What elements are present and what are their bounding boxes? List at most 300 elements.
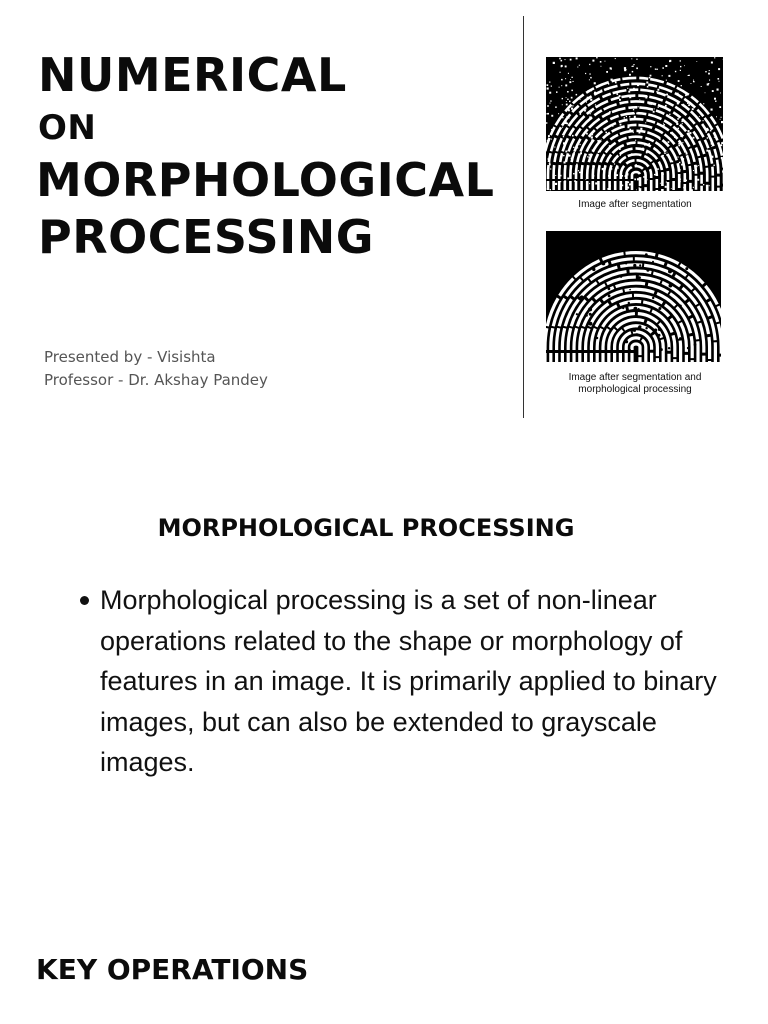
noise-speck — [637, 84, 639, 86]
noise-speck — [682, 146, 683, 147]
pore-spot — [658, 307, 661, 310]
noise-speck — [594, 92, 596, 94]
noise-speck — [707, 137, 708, 138]
noise-speck — [573, 81, 574, 82]
noise-speck — [551, 115, 553, 117]
noise-speck — [674, 100, 675, 101]
noise-speck — [722, 171, 723, 173]
noise-speck — [565, 151, 567, 153]
pore-spot — [625, 340, 628, 343]
noise-speck — [718, 172, 719, 173]
noise-speck — [592, 150, 593, 151]
fingerprint-processed-image — [546, 231, 721, 362]
noise-speck — [622, 185, 624, 187]
noise-speck — [688, 130, 690, 132]
noise-speck — [580, 144, 581, 145]
noise-speck — [624, 69, 626, 71]
noise-speck — [561, 65, 563, 67]
section-heading: MORPHOLOGICAL PROCESSING — [157, 514, 575, 542]
key-operations-heading: KEY OPERATIONS — [36, 953, 309, 986]
noise-speck — [569, 81, 571, 83]
noise-speck — [680, 60, 681, 61]
figure-1-caption: Image after segmentation — [578, 199, 692, 210]
pore-spot — [668, 269, 672, 273]
noise-speck — [677, 93, 679, 95]
noise-speck — [573, 152, 575, 154]
pore-spot — [602, 262, 606, 266]
noise-speck — [671, 161, 673, 163]
noise-speck — [629, 74, 631, 76]
noise-speck — [671, 117, 673, 119]
pore-spot — [679, 337, 682, 340]
noise-speck — [670, 160, 671, 161]
noise-speck — [655, 69, 656, 70]
title-line-3: MORPHOLOGICAL — [36, 153, 495, 207]
pore-spot — [632, 329, 634, 331]
noise-speck — [590, 113, 591, 114]
noise-speck — [610, 185, 611, 186]
noise-speck — [680, 66, 681, 67]
noise-speck — [670, 132, 672, 134]
noise-speck — [636, 112, 638, 114]
pore-spot — [588, 307, 592, 311]
noise-speck — [619, 99, 621, 101]
noise-speck — [570, 177, 571, 178]
noise-speck — [562, 104, 563, 105]
noise-speck — [578, 170, 579, 171]
noise-speck — [705, 92, 706, 93]
noise-speck — [551, 129, 552, 130]
noise-speck — [607, 188, 609, 190]
noise-speck — [633, 96, 634, 97]
noise-speck — [662, 125, 664, 127]
noise-speck — [681, 121, 683, 123]
noise-speck — [615, 58, 616, 59]
pore-spot — [577, 265, 580, 268]
noise-speck — [620, 124, 622, 126]
noise-speck — [571, 108, 573, 110]
noise-speck — [634, 179, 636, 181]
noise-speck — [708, 83, 709, 84]
noise-speck — [688, 75, 689, 76]
noise-speck — [633, 64, 634, 65]
noise-speck — [620, 177, 622, 179]
noise-speck — [711, 146, 712, 147]
noise-speck — [686, 153, 688, 155]
noise-speck — [632, 66, 633, 67]
noise-speck — [559, 58, 561, 60]
noise-speck — [628, 173, 629, 174]
noise-speck — [681, 111, 683, 113]
noise-speck — [566, 116, 567, 117]
noise-speck — [654, 109, 655, 110]
noise-speck — [678, 80, 680, 82]
noise-speck — [621, 175, 623, 177]
noise-speck — [720, 144, 722, 146]
noise-speck — [552, 143, 553, 144]
noise-speck — [565, 66, 567, 68]
noise-speck — [684, 65, 685, 66]
noise-speck — [713, 165, 714, 166]
noise-speck — [631, 107, 633, 109]
noise-speck — [687, 103, 688, 104]
noise-speck — [639, 99, 640, 100]
noise-speck — [666, 182, 667, 183]
noise-speck — [570, 79, 571, 80]
noise-speck — [561, 60, 563, 62]
noise-speck — [635, 142, 636, 143]
noise-speck — [546, 122, 547, 123]
noise-speck — [577, 147, 578, 148]
noise-speck — [668, 141, 670, 143]
noise-speck — [592, 165, 594, 167]
noise-speck — [611, 68, 612, 69]
noise-speck — [580, 152, 582, 154]
noise-speck — [592, 134, 593, 135]
pore-spot — [589, 322, 593, 326]
noise-speck — [601, 140, 602, 141]
noise-speck — [636, 59, 637, 60]
pore-spot — [606, 260, 608, 262]
noise-speck — [666, 154, 668, 156]
noise-speck — [572, 105, 573, 106]
noise-speck — [567, 117, 569, 119]
noise-speck — [628, 91, 630, 93]
pore-spot — [612, 297, 614, 299]
noise-speck — [666, 80, 667, 81]
noise-speck — [703, 103, 704, 104]
pore-spot — [628, 302, 630, 304]
noise-speck — [561, 79, 563, 81]
noise-speck — [675, 71, 676, 72]
noise-speck — [580, 99, 581, 100]
noise-speck — [714, 57, 715, 58]
pore-spot — [594, 265, 596, 267]
noise-speck — [683, 187, 685, 189]
noise-speck — [549, 82, 550, 83]
noise-speck — [674, 136, 676, 138]
pore-spot — [633, 264, 636, 267]
noise-speck — [656, 91, 657, 92]
noise-speck — [587, 156, 588, 157]
noise-speck — [563, 136, 564, 137]
vertical-divider — [523, 16, 524, 418]
pore-spot — [652, 261, 654, 263]
noise-speck — [662, 75, 663, 76]
noise-speck — [614, 163, 615, 164]
pore-spot — [645, 327, 647, 329]
pore-spot — [658, 327, 662, 331]
noise-speck — [721, 157, 723, 159]
noise-speck — [635, 164, 636, 165]
noise-speck — [678, 157, 679, 158]
noise-speck — [631, 153, 633, 155]
pore-spot — [620, 276, 622, 278]
noise-speck — [562, 127, 563, 128]
noise-speck — [695, 185, 696, 186]
noise-speck — [547, 113, 549, 115]
noise-speck — [565, 59, 566, 60]
noise-speck — [600, 103, 601, 104]
noise-speck — [649, 103, 651, 105]
noise-speck — [640, 128, 642, 130]
noise-speck — [594, 160, 596, 162]
noise-speck — [595, 104, 596, 105]
noise-speck — [689, 160, 690, 161]
noise-speck — [550, 189, 551, 190]
noise-speck — [682, 137, 683, 138]
noise-speck — [627, 187, 629, 189]
noise-speck — [689, 132, 691, 134]
noise-speck — [597, 140, 599, 142]
noise-speck — [549, 92, 551, 94]
pore-spot — [607, 250, 609, 252]
noise-speck — [564, 180, 566, 182]
pore-spot — [654, 329, 657, 332]
noise-speck — [650, 66, 651, 67]
noise-speck — [681, 164, 683, 166]
noise-speck — [683, 104, 684, 105]
pore-spot — [672, 255, 675, 258]
noise-speck — [702, 115, 703, 116]
noise-speck — [589, 73, 590, 74]
noise-speck — [601, 66, 602, 67]
noise-speck — [665, 186, 667, 188]
noise-speck — [547, 105, 549, 107]
noise-speck — [554, 147, 555, 148]
noise-speck — [712, 171, 714, 173]
noise-speck — [569, 101, 571, 103]
noise-speck — [679, 178, 681, 180]
noise-speck — [568, 73, 569, 74]
noise-speck — [549, 161, 550, 162]
noise-speck — [577, 67, 578, 68]
bullet-list — [78, 580, 718, 783]
noise-speck — [569, 155, 571, 157]
noise-speck — [592, 60, 594, 62]
noise-speck — [697, 179, 699, 181]
title-line-2: ON — [38, 108, 97, 148]
noise-speck — [556, 91, 558, 93]
noise-speck — [586, 179, 587, 180]
noise-speck — [555, 183, 557, 185]
noise-speck — [647, 86, 649, 88]
bullet-item — [78, 580, 718, 783]
noise-speck — [617, 167, 618, 168]
noise-speck — [680, 70, 681, 71]
noise-speck — [643, 101, 644, 102]
pore-spot — [592, 268, 595, 271]
noise-speck — [571, 97, 573, 99]
noise-speck — [598, 85, 599, 86]
fingerprint-segmented-svg — [546, 57, 723, 191]
pore-spot — [694, 252, 698, 256]
noise-speck — [619, 148, 621, 150]
noise-speck — [627, 126, 629, 128]
noise-speck — [679, 162, 681, 164]
noise-speck — [591, 136, 593, 138]
noise-speck — [711, 142, 713, 144]
noise-speck — [699, 116, 700, 117]
pore-spot — [638, 308, 640, 310]
noise-speck — [647, 179, 648, 180]
noise-speck — [637, 178, 639, 180]
noise-speck — [624, 117, 625, 118]
noise-speck — [662, 67, 664, 69]
noise-speck — [560, 72, 561, 73]
noise-speck — [681, 104, 682, 105]
noise-speck — [617, 93, 619, 95]
noise-speck — [664, 151, 665, 152]
noise-speck — [716, 139, 717, 140]
fingerprint-ridge — [632, 344, 640, 362]
noise-speck — [619, 95, 621, 97]
noise-speck — [580, 113, 582, 115]
noise-speck — [565, 78, 566, 79]
noise-speck — [636, 68, 638, 70]
noise-speck — [638, 106, 639, 107]
noise-speck — [577, 123, 578, 124]
noise-speck — [586, 133, 588, 135]
noise-speck — [574, 180, 576, 182]
noise-speck — [607, 88, 609, 90]
noise-speck — [550, 168, 551, 169]
pore-spot — [629, 289, 631, 291]
noise-speck — [579, 172, 581, 174]
noise-speck — [555, 175, 556, 176]
noise-speck — [708, 73, 710, 75]
noise-speck — [683, 180, 684, 181]
noise-speck — [565, 122, 567, 124]
noise-speck — [633, 88, 635, 90]
pore-spot — [669, 284, 673, 288]
noise-speck — [587, 97, 588, 98]
noise-speck — [682, 142, 683, 143]
noise-speck — [665, 105, 667, 107]
noise-speck — [624, 67, 626, 69]
noise-speck — [685, 190, 686, 191]
noise-speck — [589, 79, 590, 80]
noise-speck — [701, 86, 702, 87]
noise-speck — [678, 128, 680, 130]
noise-speck — [645, 122, 646, 123]
noise-speck — [660, 183, 661, 184]
noise-speck — [700, 145, 701, 146]
noise-speck — [570, 59, 572, 61]
noise-speck — [547, 140, 548, 141]
noise-speck — [693, 80, 694, 81]
noise-speck — [659, 145, 660, 146]
figure-2-caption: Image after segmentation and morphological processing — [568, 372, 702, 395]
pore-spot — [647, 300, 649, 302]
noise-speck — [563, 142, 565, 144]
noise-speck — [572, 135, 574, 137]
noise-speck — [693, 170, 694, 171]
noise-speck — [562, 117, 563, 118]
noise-speck — [663, 155, 664, 156]
pore-spot — [582, 252, 585, 255]
noise-speck — [632, 95, 633, 96]
noise-speck — [716, 126, 717, 127]
noise-speck — [629, 184, 630, 185]
noise-speck — [718, 78, 720, 80]
noise-speck — [576, 164, 578, 166]
noise-speck — [714, 98, 716, 100]
title-line-1: NUMERICAL — [38, 48, 347, 102]
noise-speck — [650, 75, 652, 77]
pore-spot — [668, 254, 670, 256]
noise-speck — [602, 168, 604, 170]
noise-speck — [551, 86, 552, 87]
noise-speck — [711, 62, 713, 64]
noise-speck — [548, 135, 550, 137]
pore-spot — [586, 314, 588, 316]
noise-speck — [717, 89, 719, 91]
noise-speck — [653, 111, 655, 113]
noise-speck — [664, 153, 665, 154]
noise-speck — [703, 120, 704, 121]
noise-speck — [677, 118, 679, 120]
noise-speck — [628, 78, 630, 80]
noise-speck — [594, 82, 596, 84]
noise-speck — [576, 94, 578, 96]
noise-speck — [679, 181, 680, 182]
noise-speck — [654, 174, 655, 175]
noise-speck — [590, 118, 592, 120]
noise-speck — [705, 71, 706, 72]
noise-speck — [717, 177, 718, 178]
noise-speck — [663, 174, 664, 175]
noise-speck — [555, 106, 557, 108]
pore-spot — [658, 334, 661, 337]
noise-speck — [629, 129, 631, 131]
noise-speck — [671, 188, 672, 189]
noise-speck — [721, 121, 723, 123]
noise-speck — [567, 178, 569, 180]
noise-speck — [632, 66, 633, 67]
pore-spot — [625, 262, 627, 264]
noise-speck — [658, 107, 659, 108]
pore-spot — [679, 305, 682, 308]
noise-speck — [678, 143, 680, 145]
noise-speck — [590, 99, 592, 101]
noise-speck — [694, 81, 695, 82]
noise-speck — [669, 114, 670, 115]
noise-speck — [636, 189, 637, 190]
noise-speck — [629, 116, 630, 117]
pore-spot — [608, 287, 611, 290]
noise-speck — [710, 130, 712, 132]
noise-speck — [646, 82, 648, 84]
noise-speck — [642, 148, 644, 150]
noise-speck — [620, 154, 621, 155]
noise-speck — [609, 145, 611, 147]
noise-speck — [590, 111, 592, 113]
noise-speck — [573, 147, 574, 148]
noise-speck — [646, 152, 648, 154]
noise-speck — [684, 150, 685, 151]
noise-speck — [639, 132, 641, 134]
noise-speck — [546, 113, 547, 114]
noise-speck — [570, 166, 572, 168]
presenter-credit: Presented by - Visishta — [44, 348, 216, 366]
noise-speck — [589, 154, 591, 156]
noise-speck — [631, 58, 632, 59]
noise-speck — [706, 150, 708, 152]
noise-speck — [633, 132, 634, 133]
noise-speck — [608, 127, 609, 128]
fingerprint-processed-svg — [546, 231, 721, 362]
